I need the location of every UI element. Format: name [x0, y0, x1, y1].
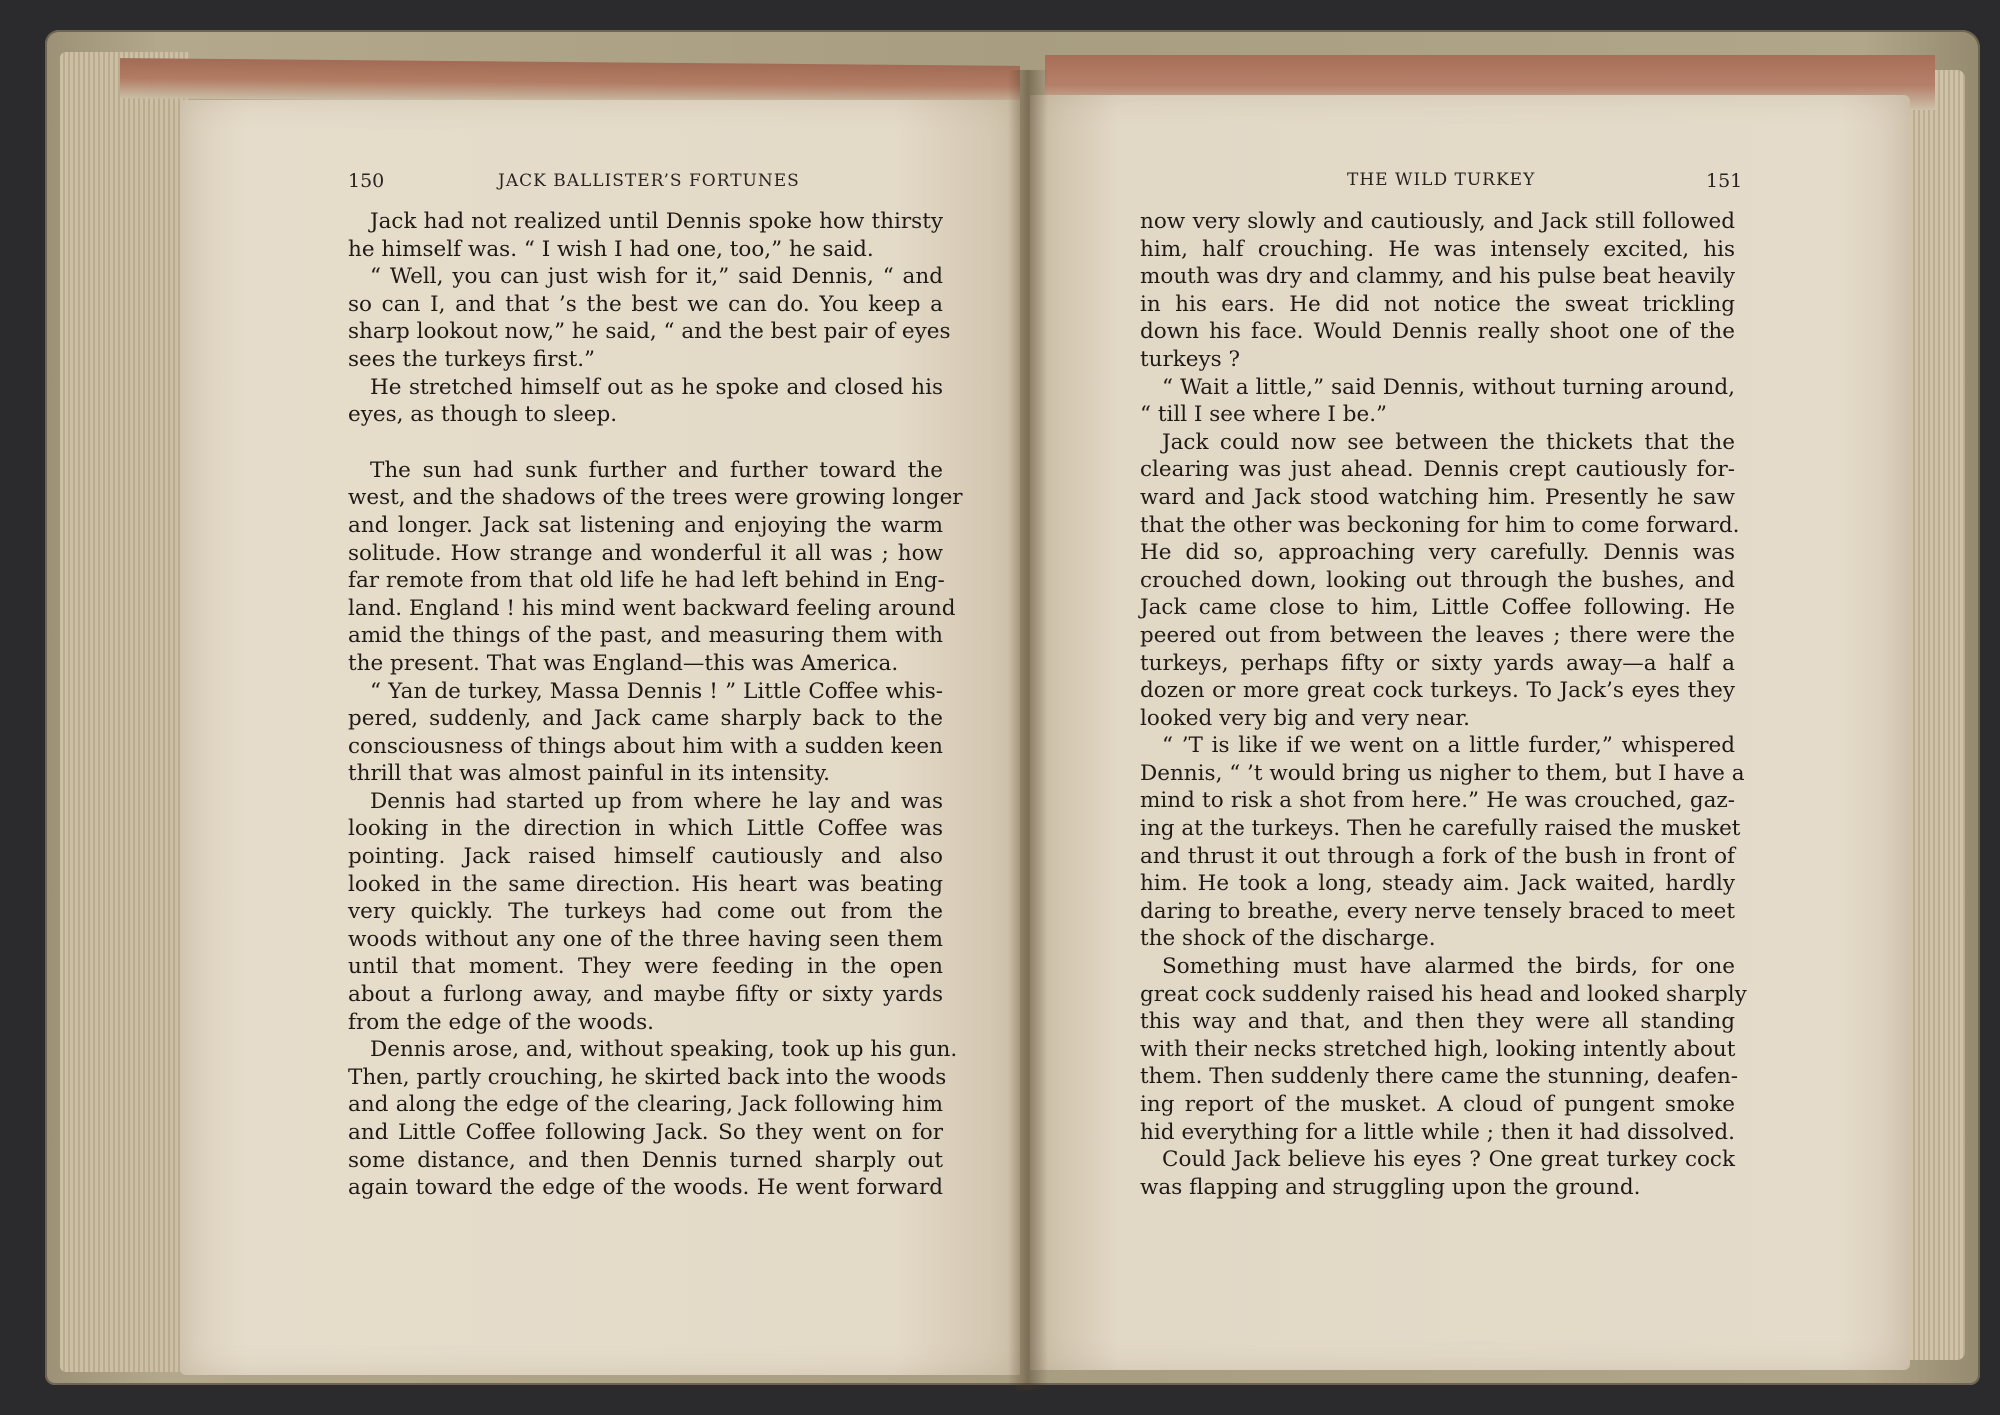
text-line: until that moment. They were feeding in the open [348, 954, 943, 980]
text-line: with their necks stretched high, looking intently about [1140, 1036, 1736, 1062]
text-line: now very slowly and cautiously, and Jack still followed [1140, 209, 1735, 234]
text-line: solitude. How strange and wonderful it all was ; how [348, 540, 943, 566]
text-line: far remote from that old life he had left behind in Eng- [348, 568, 945, 594]
right-page-body [1140, 208, 1747, 1201]
text-line: He did so, approaching very carefully. Dennis was [1140, 540, 1735, 566]
text-line: that the other was beckoning for him to come forward. [1140, 512, 1740, 538]
text-line: the shock of the discharge. [1140, 926, 1436, 952]
text-line: “ Yan de turkey, Massa Dennis ! ” Little Coffee whis- [370, 678, 943, 704]
text-line: “ till I see where I be.” [1140, 402, 1388, 428]
text-line: woods without any one of the three having seen them [348, 926, 943, 952]
text-line: daring to breathe, every nerve tensely braced to meet [1140, 898, 1735, 924]
text-line: The sun had sunk further and further toward the [370, 457, 943, 483]
text-line: again toward the edge of the woods. He went forward [348, 1175, 943, 1201]
text-line: eyes, as though to sleep. [348, 402, 618, 428]
text-line: clearing was just ahead. Dennis crept cautiously for- [1140, 457, 1735, 483]
text-line: Dennis had started up from where he lay and was [370, 788, 943, 814]
text-line: great cock suddenly raised his head and looked sharply [1140, 981, 1747, 1007]
text-line: dozen or more great cock turkeys. To Jack’s eyes they [1140, 678, 1735, 704]
text-line: “ Well, you can just wish for it,” said Dennis, “ and [370, 264, 943, 290]
text-line: hid everything for a little while ; then it had dissolved. [1140, 1119, 1735, 1145]
text-line: and Little Coffee following Jack. So they went on for [348, 1120, 943, 1145]
text-line: pered, suddenly, and Jack came sharply back to the [348, 706, 943, 732]
text-line: ing report of the musket. A cloud of pungent smoke [1140, 1092, 1735, 1117]
text-line: looked in the same direction. His heart was beating [348, 871, 943, 897]
text-line: Jack could now see between the thickets that the [1162, 429, 1735, 455]
text-line: “ ’T is like if we went on a little furder,” whispered [1162, 733, 1735, 759]
text-line: Could Jack believe his eyes ? One great turkey cock [1162, 1147, 1735, 1173]
text-line: and thrust it out through a fork of the bush in front of [1140, 843, 1735, 869]
text-line: looked very big and very near. [1140, 705, 1471, 731]
text-line: Jack had not realized until Dennis spoke how thirsty [370, 209, 943, 234]
text-line: pointing. Jack raised himself cautiously and also [348, 844, 943, 870]
text-line: amid the things of the past, and measuring them with [348, 623, 943, 649]
text-line: mouth was dry and clammy, and his pulse beat heavily [1140, 264, 1735, 290]
text-line: turkeys ? [1140, 346, 1241, 372]
text-line: this way and that, and then they were all standing [1140, 1009, 1735, 1035]
page-edges-left [60, 52, 190, 1372]
text-line: crouched down, looking out through the bushes, and [1140, 567, 1735, 593]
right-page-number: 151 [1706, 170, 1743, 192]
text-line: was flapping and struggling upon the ground. [1140, 1174, 1641, 1200]
text-line: Something must have alarmed the birds, for one [1162, 954, 1735, 980]
text-line: about a furlong away, and maybe fifty or sixty yards [348, 982, 943, 1008]
text-line: and along the edge of the clearing, Jack following him [348, 1092, 943, 1118]
text-line: him, half crouching. He was intensely excited, his [1140, 236, 1735, 262]
text-line: Dennis arose, and, without speaking, took up his gun. [370, 1037, 958, 1063]
text-line: down his face. Would Dennis really shoot one of the [1140, 319, 1735, 345]
text-line: ward and Jack stood watching him. Presently he saw [1140, 484, 1735, 510]
text-line: sees the turkeys first.” [348, 346, 596, 372]
text-line: some distance, and then Dennis turned sharply out [348, 1147, 943, 1173]
text-line: them. Then suddenly there came the stunning, deafen- [1140, 1064, 1739, 1090]
text-line: mind to risk a shot from here.” He was crouched, gaz- [1140, 788, 1735, 814]
text-line: he himself was. “ I wish I had one, too,” he said. [348, 236, 874, 262]
text-line: so can I, and that ’s the best we can do. You keep a [348, 291, 943, 317]
top-edge-left [120, 58, 1020, 106]
text-line: very quickly. The turkeys had come out from the [348, 899, 943, 925]
text-line: west, and the shadows of the trees were growing longer [348, 485, 963, 511]
text-line: from the edge of the woods. [348, 1009, 654, 1035]
text-line: peered out from between the leaves ; there were the [1140, 622, 1735, 648]
text-line: “ Wait a little,” said Dennis, without turning around, [1162, 374, 1735, 400]
right-running-head: THE WILD TURKEY [1347, 170, 1536, 190]
text-line: Jack came close to him, Little Coffee following. He [1140, 595, 1735, 621]
text-line: turkeys, perhaps fifty or sixty yards away—a half a [1140, 650, 1735, 676]
left-page-number: 150 [348, 170, 385, 192]
text-line: sharp lookout now,” he said, “ and the best pair of eyes [348, 319, 951, 345]
text-line: land. England ! his mind went backward feeling around [348, 595, 956, 621]
book-gutter [1008, 70, 1048, 1390]
text-line: and longer. Jack sat listening and enjoying the warm [348, 512, 943, 538]
text-line: thrill that was almost painful in its intensity. [348, 761, 830, 787]
text-line: the present. That was England—this was America. [348, 650, 899, 676]
text-line: ing at the turkeys. Then he carefully raised the musket [1140, 816, 1741, 842]
text-line: looking in the direction in which Little Coffee was [348, 816, 943, 842]
text-line: He stretched himself out as he spoke and closed his [370, 374, 943, 400]
text-line: Dennis, “ ’t would bring us nigher to them, but I have a [1140, 760, 1745, 786]
left-page-body [348, 208, 963, 1202]
text-line: Then, partly crouching, he skirted back into the woods [348, 1064, 947, 1090]
text-line: him. He took a long, steady aim. Jack waited, hardly [1140, 871, 1735, 897]
left-running-head: JACK BALLISTER’S FORTUNES [498, 171, 800, 191]
text-line: consciousness of things about him with a sudden keen [348, 733, 943, 759]
text-line: in his ears. He did not notice the sweat trickling [1140, 291, 1735, 317]
section-break [348, 429, 943, 457]
